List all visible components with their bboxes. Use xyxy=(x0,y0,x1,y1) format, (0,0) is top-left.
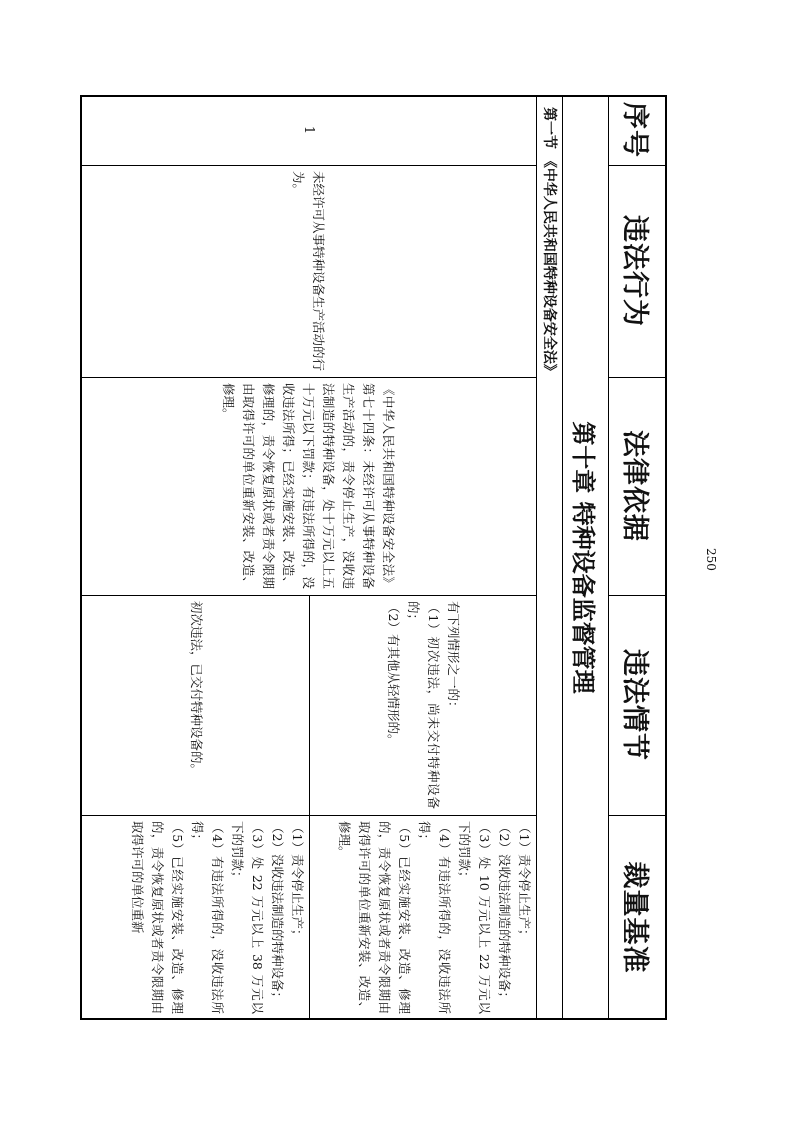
standard-item: （3）处 22 万元以上 38 万元以下的罚款； xyxy=(230,821,265,1014)
header-circumstance: 违法情节 xyxy=(619,649,651,761)
circumstance-item: （1）初次违法，尚未交付特种设备的； xyxy=(406,601,442,809)
circumstance-cell-1 xyxy=(310,595,537,815)
standard-item: （5）已经实施安装、改造、修理的，责令恢复原状或者责令限期由取得许可的单位重新 xyxy=(130,821,185,1014)
row-seq: 1 xyxy=(301,125,316,135)
standard-item: （4）有违法所得的，没收违法所得； xyxy=(417,821,452,1014)
standard-cell-1 xyxy=(310,815,537,1020)
circumstance-item: （2）有其他从轻情形的。 xyxy=(386,601,402,747)
header-seq: 序号 xyxy=(619,102,651,158)
header-basis: 法律依据 xyxy=(619,430,651,542)
standard-item: （1）责令停止生产； xyxy=(517,821,532,942)
standard-item: （4）有违法所得的，没收违法所得； xyxy=(190,821,225,1014)
standard-item: （5）已经实施安装、改造、修理的，责令恢复原状或者责令限期由取得许可的单位重新安装、改造、修理。 xyxy=(337,821,412,1014)
circumstance-intro: 有下列情形之一的： xyxy=(446,601,462,714)
rotated-table-page xyxy=(80,95,667,1020)
chapter-title: 第十章 特种设备监督管理 xyxy=(569,421,598,694)
standard-item: （1）责令停止生产； xyxy=(290,821,305,942)
standard-item: （3）处 10 万元以上 22 万元以下的罚款； xyxy=(457,821,492,1014)
standard-item: （2）没收违法制造的特种设备； xyxy=(270,821,285,1004)
behavior-cell xyxy=(80,165,537,377)
basis-cell xyxy=(80,377,537,595)
circumstance-text: 初次违法，已交付特种设备的。 xyxy=(189,601,204,777)
header-standard: 裁量基准 xyxy=(619,861,651,974)
standard-cell-2 xyxy=(82,815,310,1020)
standard-item: （2）没收违法制造的特种设备； xyxy=(497,821,512,1004)
circumstance-cell-2 xyxy=(82,595,310,815)
behavior-text: 未经许可从事特种设备生产活动的行为。 xyxy=(291,171,327,372)
header-behavior: 违法行为 xyxy=(619,215,651,327)
basis-text: 《中华人民共和国特种设备安全法》第七十四条：未经许可从事特种设备生产活动的，责令停止生产，没收违法制造的特种设备，处十万元以上五十万元以下罚款；有违法所得的，没收违法所得；已经实施安装、改造、修理的，责令恢复原状或者责令限期由取得许可的单位重新安装、改造、修理。 xyxy=(221,383,397,589)
section-title: 第一节 《中华人民共和国特种设备安全法》 xyxy=(541,107,557,378)
page-number: 250 xyxy=(704,548,718,571)
